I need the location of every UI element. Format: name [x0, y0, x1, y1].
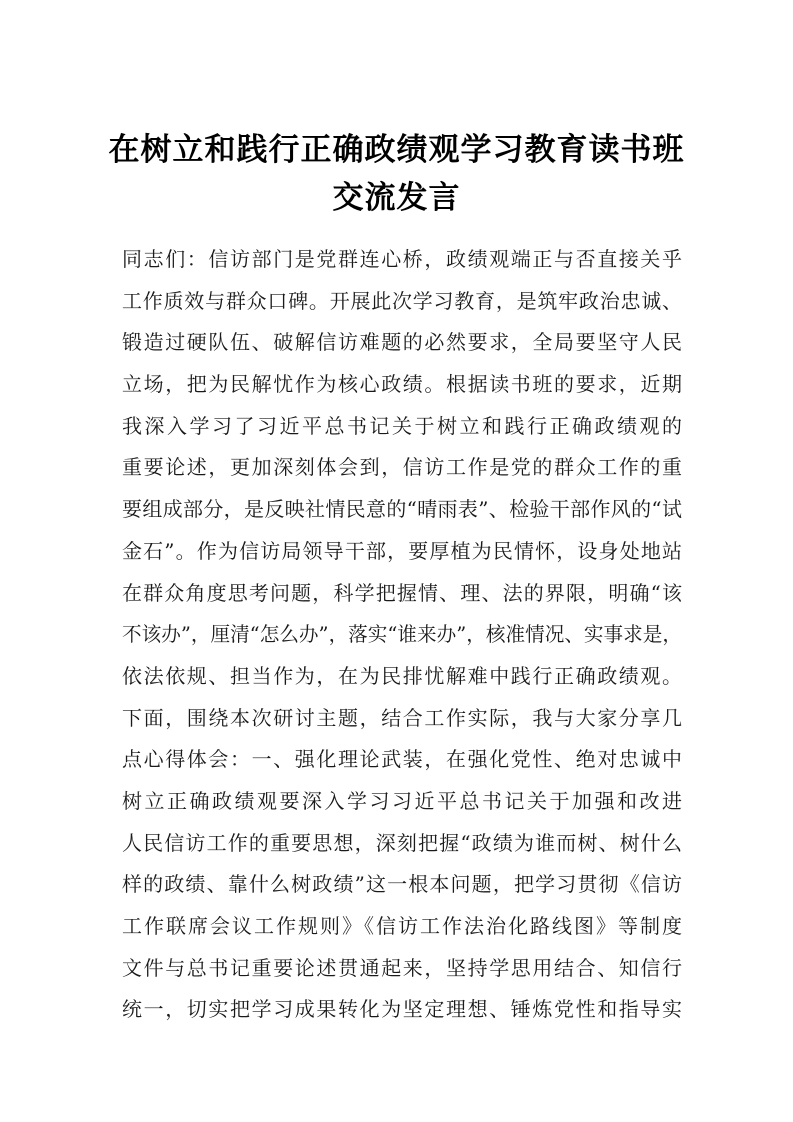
body-line: 下面，围绕本次研讨主题，结合工作实际，我与大家分享几	[122, 705, 682, 730]
body-line: 统一，切实把学习成果转化为坚定理想、锤炼党性和指导实	[122, 997, 682, 1022]
body-line: 树立正确政绩观要深入学习习近平总书记关于加强和改进	[122, 788, 682, 813]
body-line: 点心得体会：一、强化理论武装，在强化党性、绝对忠诚中	[122, 747, 682, 772]
body-line: 依法依规、担当作为，在为民排忧解难中践行正确政绩观。	[122, 663, 682, 688]
body-line: 金石”。作为信访局领导干部，要厚植为民情怀，设身处地站	[122, 538, 682, 563]
body-line: 文件与总书记重要论述贯通起来，坚持学思用结合、知信行	[122, 955, 682, 980]
document-title-line-1: 在树立和践行正确政绩观学习教育读书班	[108, 132, 685, 168]
body-line: 人民信访工作的重要思想，深刻把握“政绩为谁而树、树什么	[122, 830, 682, 855]
body-line: 不该办”，厘清“怎么办”，落实“谁来办”，核准情况、实事求是，	[122, 623, 682, 647]
body-line: 工作联席会议工作规则》《信访工作法治化路线图》等制度	[122, 914, 682, 938]
body-line: 样的政绩、靠什么树政绩”这一根本问题，把学习贯彻《信访	[122, 872, 682, 897]
body-line: 要组成部分，是反映社情民意的“晴雨表”、检验干部作风的“试	[122, 497, 682, 522]
body-line: 重要论述，更加深刻体会到，信访工作是党的群众工作的重	[122, 455, 682, 480]
body-line: 立场，把为民解忧作为核心政绩。根据读书班的要求，近期	[122, 372, 682, 397]
body-line: 锻造过硬队伍、破解信访难题的必然要求，全局要坚守人民	[122, 330, 682, 355]
document-body	[122, 239, 682, 1031]
body-line: 工作质效与群众口碑。开展此次学习教育，是筑牢政治忠诚、	[122, 288, 682, 313]
body-line: 在群众角度思考问题，科学把握情、理、法的界限，明确“该	[122, 580, 682, 605]
document-title-line-2: 交流发言	[332, 180, 461, 216]
body-line: 同志们：信访部门是党群连心桥，政绩观端正与否直接关乎	[122, 247, 682, 271]
body-line: 我深入学习了习近平总书记关于树立和践行正确政绩观的	[122, 413, 682, 438]
